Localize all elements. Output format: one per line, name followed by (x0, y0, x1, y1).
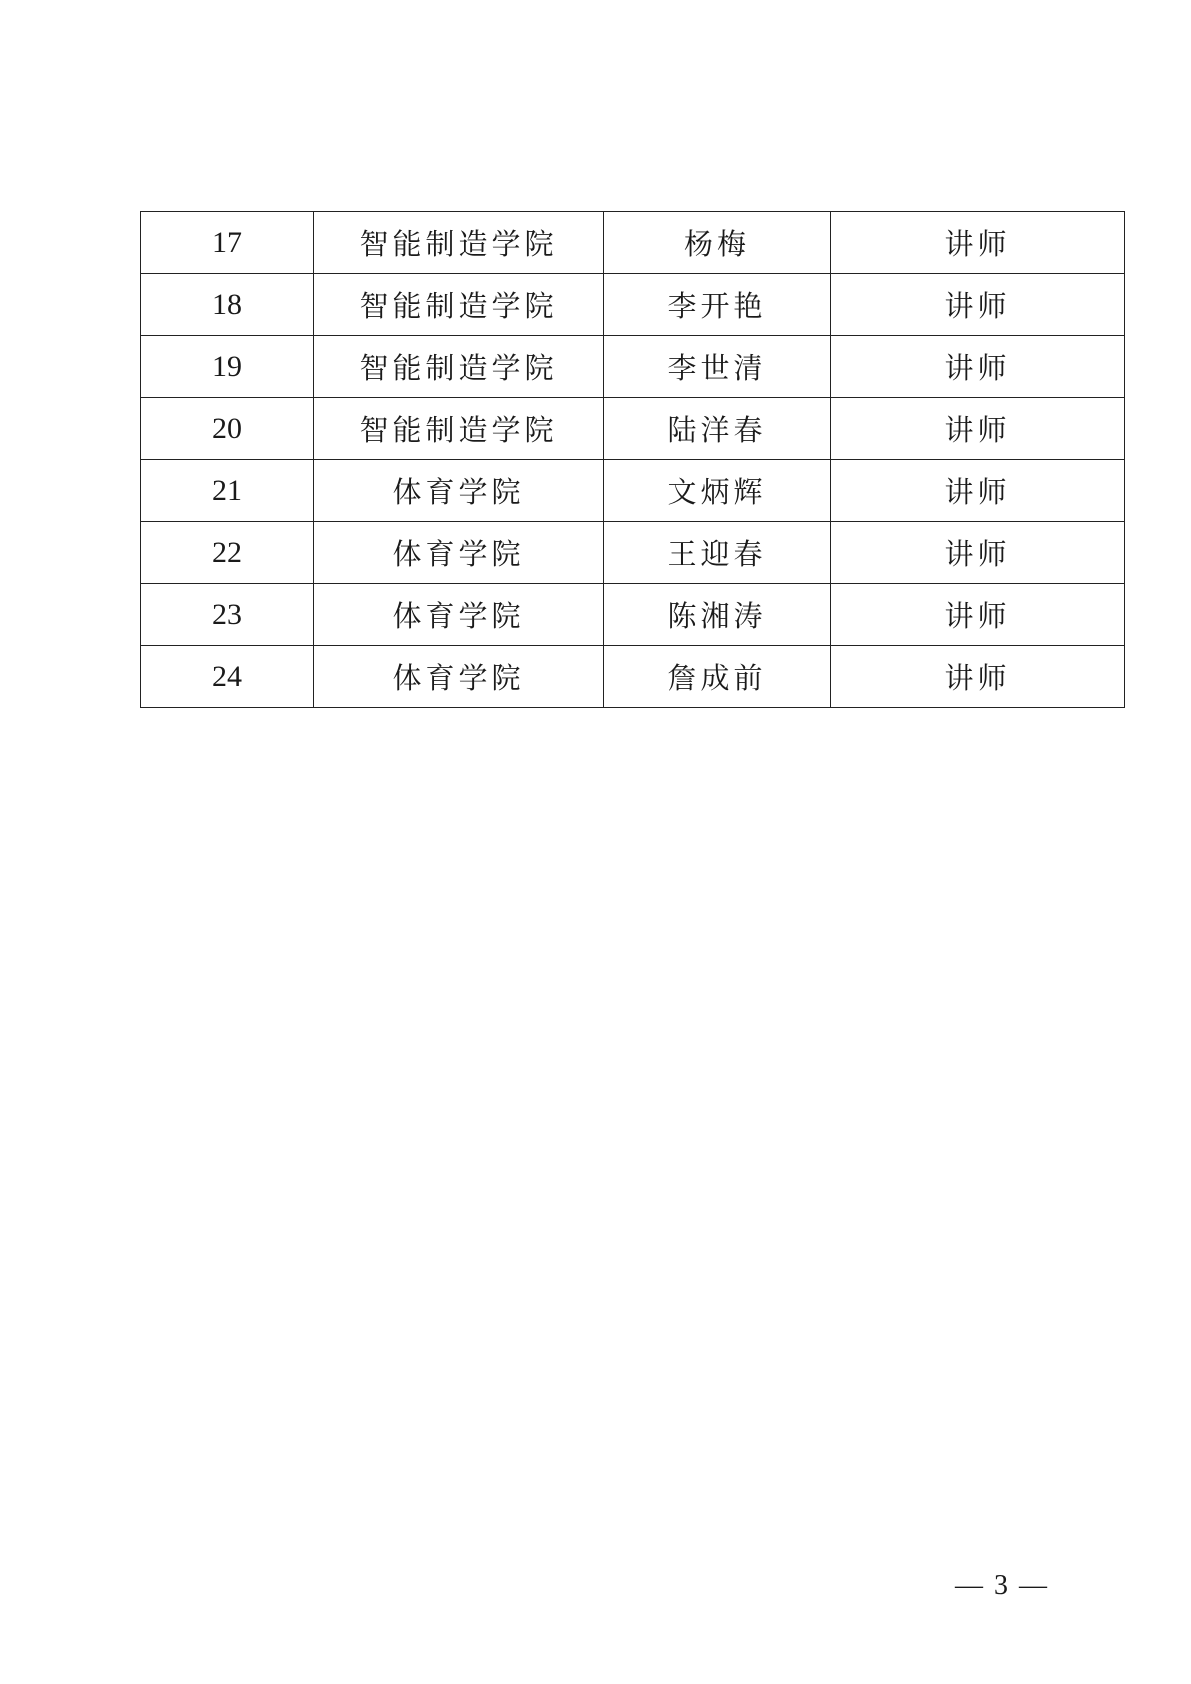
table-row (141, 522, 1125, 584)
title-cell: 讲师 (831, 336, 1125, 398)
college-cell: 智能制造学院 (314, 212, 604, 274)
name-cell: 杨梅 (604, 212, 831, 274)
table-row (141, 274, 1125, 336)
row-number: 20 (141, 398, 314, 460)
college-cell: 体育学院 (314, 646, 604, 708)
title-cell: 讲师 (831, 584, 1125, 646)
title-cell: 讲师 (831, 212, 1125, 274)
name-cell: 陆洋春 (604, 398, 831, 460)
table-row (141, 336, 1125, 398)
page-number: — 3 — (955, 1570, 1049, 1601)
title-cell: 讲师 (831, 398, 1125, 460)
name-cell: 李开艳 (604, 274, 831, 336)
college-cell: 体育学院 (314, 584, 604, 646)
name-cell: 王迎春 (604, 522, 831, 584)
table-row (141, 460, 1125, 522)
college-cell: 智能制造学院 (314, 336, 604, 398)
college-cell: 智能制造学院 (314, 398, 604, 460)
name-cell: 文炳辉 (604, 460, 831, 522)
college-cell: 智能制造学院 (314, 274, 604, 336)
name-cell: 詹成前 (604, 646, 831, 708)
table-row (141, 212, 1125, 274)
table-row (141, 646, 1125, 708)
row-number: 21 (141, 460, 314, 522)
staff-table (140, 211, 1125, 708)
name-cell: 陈湘涛 (604, 584, 831, 646)
name-cell: 李世清 (604, 336, 831, 398)
table-row (141, 584, 1125, 646)
title-cell: 讲师 (831, 646, 1125, 708)
row-number: 17 (141, 212, 314, 274)
row-number: 22 (141, 522, 314, 584)
row-number: 24 (141, 646, 314, 708)
title-cell: 讲师 (831, 274, 1125, 336)
title-cell: 讲师 (831, 522, 1125, 584)
row-number: 18 (141, 274, 314, 336)
row-number: 23 (141, 584, 314, 646)
row-number: 19 (141, 336, 314, 398)
title-cell: 讲师 (831, 460, 1125, 522)
college-cell: 体育学院 (314, 460, 604, 522)
college-cell: 体育学院 (314, 522, 604, 584)
table-row (141, 398, 1125, 460)
